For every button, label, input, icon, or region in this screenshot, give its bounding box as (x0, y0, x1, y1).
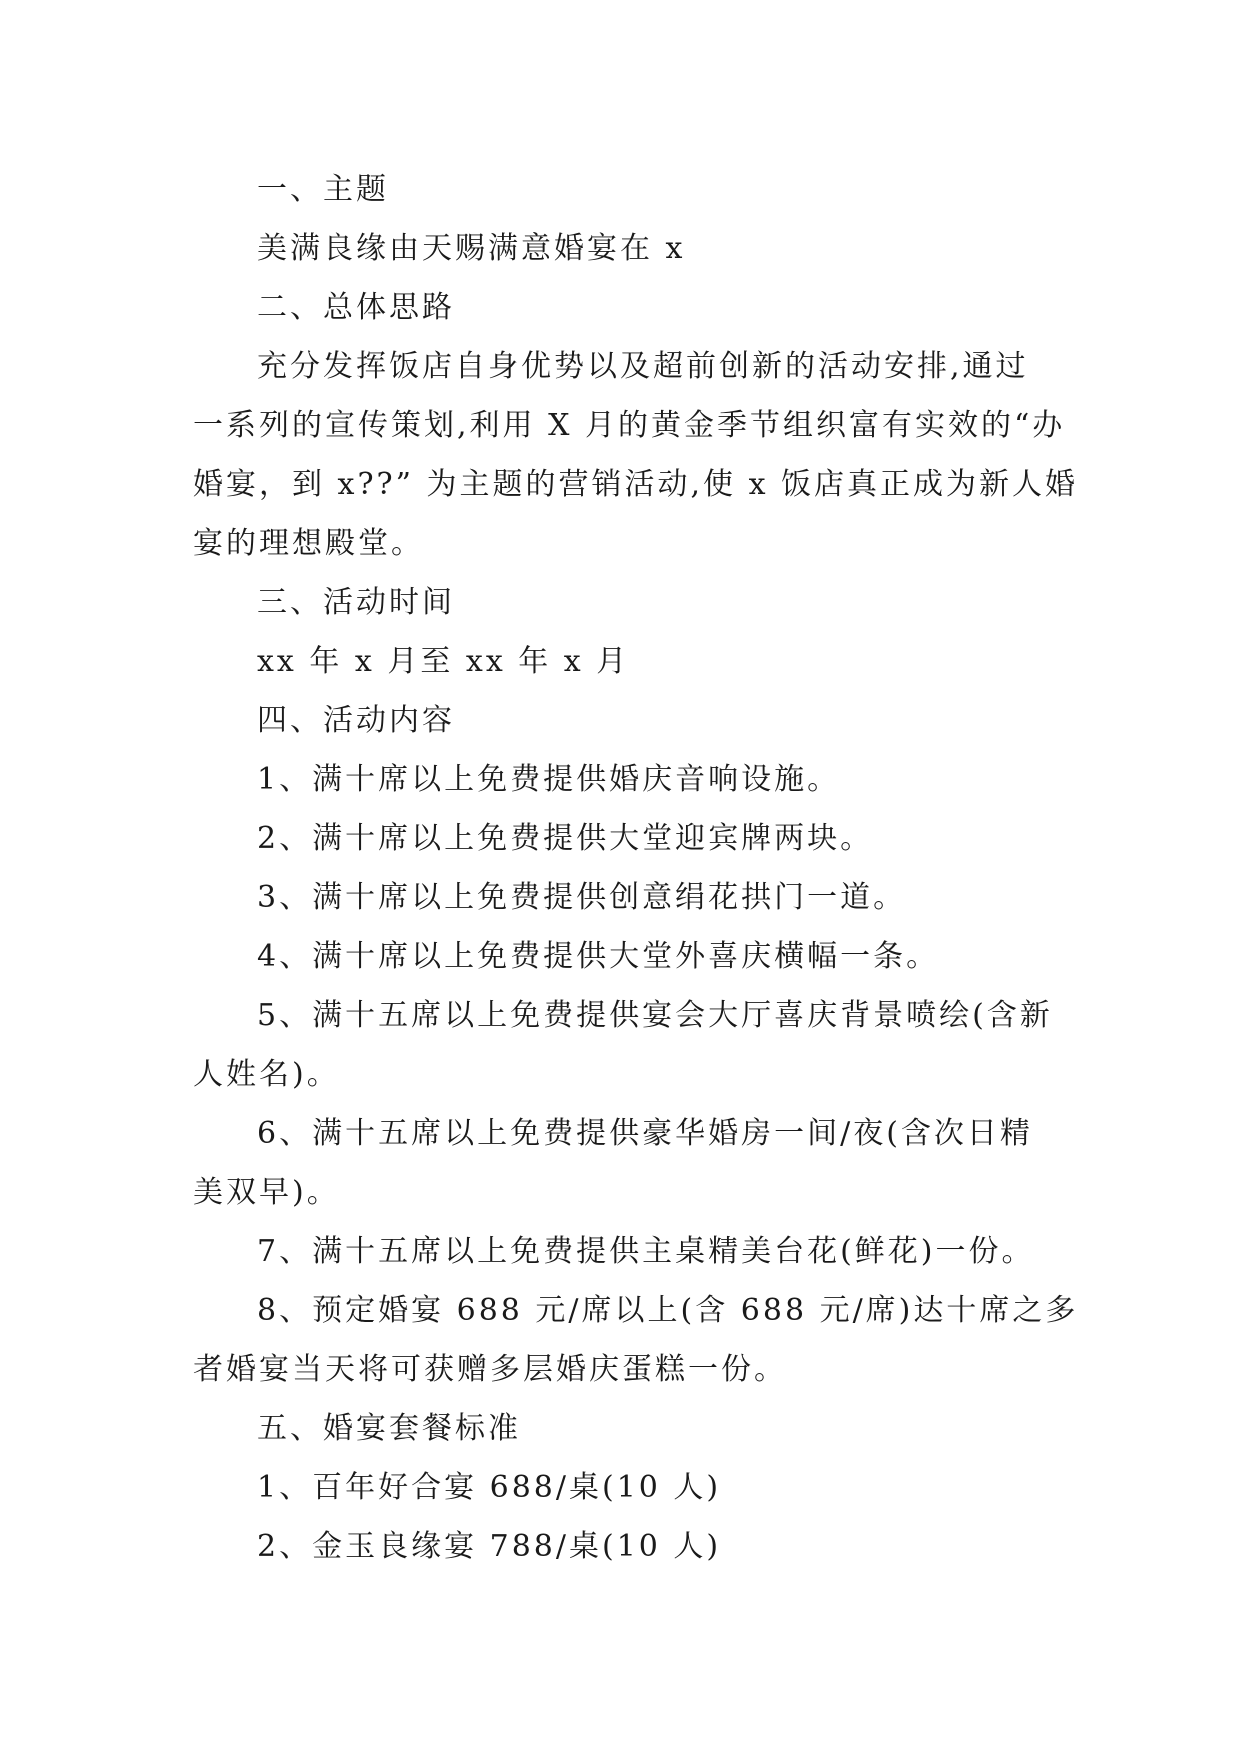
content-item-2: 2、满十席以上免费提供大堂迎宾牌两块。 (257, 821, 874, 856)
content-item-5-line-1: 5、满十五席以上免费提供宴会大厅喜庆背景喷绘(含新 (257, 998, 1053, 1033)
content-item-8-line-1: 8、预定婚宴 688 元/席以上(含 688 元/席)达十席之多 (257, 1293, 1079, 1328)
approach-line-3: 婚宴，到 x??” 为主题的营销活动,使 x 饭店真正成为新人婚 (193, 467, 1079, 502)
package-item-1: 1、百年好合宴 688/桌(10 人) (257, 1470, 722, 1505)
content-item-6-line-1: 6、满十五席以上免费提供豪华婚房一间/夜(含次日精 (257, 1116, 1033, 1151)
approach-line-4: 宴的理想殿堂。 (193, 526, 424, 561)
content-item-7: 7、满十五席以上免费提供主桌精美台花(鲜花)一份。 (257, 1234, 1035, 1269)
section-heading-approach: 二、总体思路 (257, 290, 455, 325)
time-text: xx 年 x 月至 xx 年 x 月 (257, 644, 630, 679)
content-item-6-line-2: 美双早)。 (193, 1175, 340, 1210)
section-heading-packages: 五、婚宴套餐标准 (257, 1411, 521, 1446)
approach-line-1: 充分发挥饭店自身优势以及超前创新的活动安排,通过 (257, 349, 1029, 384)
theme-text: 美满良缘由天赐满意婚宴在 x (257, 231, 686, 266)
document-page (193, 160, 1079, 1576)
content-item-3: 3、满十席以上免费提供创意绢花拱门一道。 (257, 880, 907, 915)
content-item-1: 1、满十席以上免费提供婚庆音响设施。 (257, 762, 841, 797)
content-item-8-line-2: 者婚宴当天将可获赠多层婚庆蛋糕一份。 (193, 1352, 787, 1387)
section-heading-theme: 一、主题 (257, 172, 389, 207)
content-item-5-line-2: 人姓名)。 (193, 1057, 340, 1092)
section-heading-time: 三、活动时间 (257, 585, 455, 620)
package-item-2: 2、金玉良缘宴 788/桌(10 人) (257, 1529, 722, 1564)
section-heading-content: 四、活动内容 (257, 703, 455, 738)
approach-line-2: 一系列的宣传策划,利用 X 月的黄金季节组织富有实效的“办 (193, 408, 1066, 443)
content-item-4: 4、满十席以上免费提供大堂外喜庆横幅一条。 (257, 939, 940, 974)
